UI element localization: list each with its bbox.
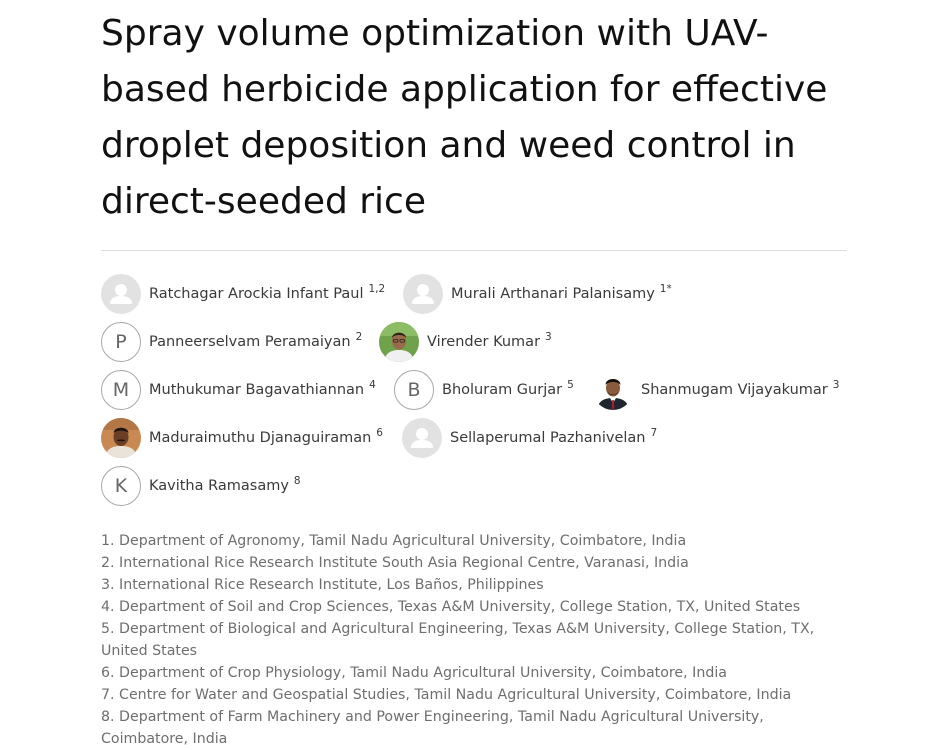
author-entry[interactable] xyxy=(403,274,672,314)
affiliation-ref: 5 xyxy=(567,379,574,391)
author-entry[interactable] xyxy=(394,370,574,410)
author-entry[interactable] xyxy=(101,418,383,458)
author-entry[interactable] xyxy=(101,466,301,506)
author-entry[interactable] xyxy=(593,370,839,410)
affiliation-ref: 1,2 xyxy=(368,283,386,295)
affiliation-ref: 8 xyxy=(293,475,301,487)
affiliation-item: 1. Department of Agronomy, Tamil Nadu Agricultural University, Coimbatore, India xyxy=(101,533,687,549)
affiliation-ref: 2 xyxy=(355,331,363,343)
author-name[interactable]: Muthukumar Bagavathiannan $^4$ xyxy=(149,379,376,398)
affiliation-ref: 4 xyxy=(369,379,376,391)
author-name[interactable]: Shanmugam Vijayakumar $^3$ xyxy=(641,379,840,398)
default-avatar-icon xyxy=(101,274,141,314)
author-photo xyxy=(101,418,141,458)
affiliation-ref: 3 xyxy=(545,331,552,343)
affiliation-item: 8. Department of Farm Machinery and Power Engineering, Tamil Nadu Agricultural University, Coimbatore, India xyxy=(101,709,764,747)
initial-avatar: K xyxy=(101,466,141,506)
affiliation-ref: 6 xyxy=(376,427,383,439)
author-entry[interactable] xyxy=(402,418,657,458)
author-photo xyxy=(593,370,633,410)
affiliation-list xyxy=(101,530,841,750)
default-avatar-icon xyxy=(403,274,443,314)
author-name[interactable]: Kavitha Ramasamy $^8$ xyxy=(149,475,301,494)
author-name[interactable]: Ratchagar Arockia Infant Paul $^{1,2}$ xyxy=(149,283,386,302)
affiliation-item: 4. Department of Soil and Crop Sciences, Texas A&M University, College Station, TX, United States xyxy=(101,599,801,615)
affiliation-item: 2. International Rice Research Institute South Asia Regional Centre, Varanasi, India xyxy=(101,555,689,571)
affiliation-item: 3. International Rice Research Institute, Los Baños, Philippines xyxy=(101,577,544,593)
author-name[interactable]: Bholuram Gurjar $^5$ xyxy=(442,379,574,398)
affiliation-item: 6. Department of Crop Physiology, Tamil Nadu Agricultural University, Coimbatore, India xyxy=(101,665,727,681)
affiliation-item: 7. Centre for Water and Geospatial Studies, Tamil Nadu Agricultural University, Coimbatore, India xyxy=(101,687,792,703)
default-avatar-icon xyxy=(402,418,442,458)
initial-avatar: P xyxy=(101,322,141,362)
affiliation-item: 5. Department of Biological and Agricultural Engineering, Texas A&M University, College Station, TX, United States xyxy=(101,621,815,659)
author-entry[interactable] xyxy=(379,322,552,362)
initial-avatar: B xyxy=(394,370,434,410)
author-photo xyxy=(379,322,419,362)
affiliation-ref: 1* xyxy=(659,283,672,295)
author-name[interactable]: Maduraimuthu Djanaguiraman $^6$ xyxy=(149,427,383,446)
author-entry[interactable] xyxy=(101,370,376,410)
affiliation-ref: 3 xyxy=(832,379,840,391)
author-name[interactable]: Panneerselvam Peramaiyan $^2$ xyxy=(149,331,363,350)
author-entry[interactable] xyxy=(101,322,362,362)
article-title: Spray volume optimization with UAV-based herbicide application for effective droplet deposition and weed control in direct-seeded rice xyxy=(101,13,828,222)
initial-avatar: M xyxy=(101,370,141,410)
author-name[interactable]: Sellaperumal Pazhanivelan $^7$ xyxy=(450,427,658,446)
author-name[interactable]: Virender Kumar $^3$ xyxy=(427,331,552,350)
title-divider xyxy=(101,250,847,251)
affiliation-ref: 7 xyxy=(650,427,658,439)
author-name[interactable]: Murali Arthanari Palanisamy $^{1*}$ xyxy=(451,283,672,302)
author-entry[interactable] xyxy=(101,274,385,314)
